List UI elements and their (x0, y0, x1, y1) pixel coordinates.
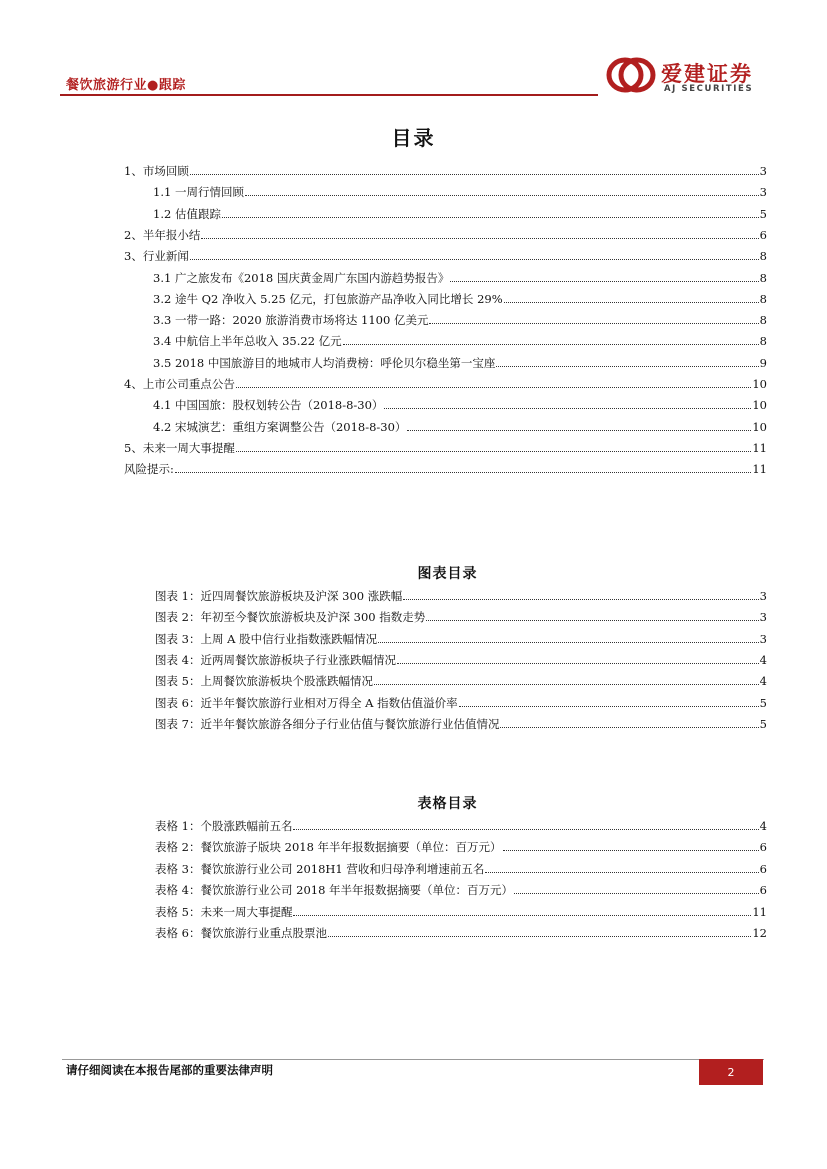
toc-dot-leader (293, 829, 758, 830)
toc-dot-leader (293, 915, 751, 916)
toc-entry-page: 5 (759, 695, 767, 710)
toc-entry-label: 3、行业新闻 (124, 249, 189, 264)
toc-entry-page: 3 (759, 610, 767, 625)
toc-dot-leader (504, 302, 759, 303)
toc-entry[interactable] (153, 265, 767, 285)
toc-entry[interactable] (153, 286, 767, 306)
toc-entry[interactable] (153, 350, 767, 370)
toc-dot-leader (384, 408, 751, 409)
toc-entry-page: 5 (759, 206, 767, 221)
legal-disclaimer-notice: 请仔细阅读在本报告尾部的重要法律声明 (66, 1063, 273, 1077)
toc-entry-page: 10 (752, 419, 767, 434)
toc-entry-page: 3 (759, 589, 767, 603)
toc-entry-page: 12 (752, 926, 767, 940)
toc-entry[interactable] (155, 711, 767, 731)
toc-entry-label: 图表 2：年初至今餐饮旅游板块及沪深 300 指数走势 (155, 610, 426, 625)
toc-entry-label: 4、上市公司重点公告 (124, 377, 235, 391)
toc-dot-leader (190, 259, 759, 260)
toc-entry-label: 图表 6：近半年餐饮旅游行业相对万得全 A 指数估值溢价率 (155, 695, 458, 710)
toc-dot-leader (426, 620, 758, 621)
toc-entry-label: 图表 3：上周 A 股中信行业指数涨跌幅情况 (155, 631, 378, 646)
toc-dot-leader (201, 238, 758, 239)
toc-entry-label: 3.4 中航信上半年总收入 35.22 亿元 (153, 334, 342, 349)
toc-entry-label: 表格 1：个股涨跌幅前五名 (155, 819, 293, 833)
toc-entry-label: 风险提示: (124, 462, 174, 477)
toc-entry-page: 11 (752, 440, 767, 455)
toc-entry-page: 4 (759, 674, 767, 689)
toc-entry-label: 4.2 宋城演艺：重组方案调整公告（2018-8-30） (153, 419, 407, 434)
toc-entry-page: 6 (759, 861, 767, 876)
toc-entry-page: 3 (759, 631, 767, 646)
toc-dot-leader (496, 366, 758, 367)
toc-dot-leader (222, 217, 759, 218)
toc-entry-label: 3.3 一带一路：2020 旅游消费市场将达 1100 亿美元 (153, 313, 429, 328)
toc-dot-leader (245, 195, 759, 196)
toc-entry-page: 5 (759, 716, 767, 731)
toc-dot-leader (503, 850, 759, 851)
toc-entry-label: 1、市场回顾 (124, 164, 189, 178)
toc-entry[interactable] (155, 920, 767, 940)
toc-entry[interactable] (153, 414, 767, 434)
toc-dot-leader (190, 174, 759, 175)
toc-entry-page: 9 (759, 355, 767, 370)
toc-entry[interactable] (124, 243, 767, 263)
toc-entry[interactable] (155, 604, 767, 624)
toc-entry-label: 4.1 中国国旅：股权划转公告（2018-8-30） (153, 398, 384, 413)
toc-entry-label: 1.1 一周行情回顾 (153, 185, 244, 200)
toc-entry-label: 3.1 广之旅发布《2018 国庆黄金周广东国内游趋势报告》 (153, 270, 450, 285)
toc-title: 目录 (391, 126, 436, 150)
figure-list-title: 图表目录 (417, 566, 478, 582)
toc-entry-page: 8 (759, 291, 767, 306)
toc-entry-page: 3 (759, 164, 767, 178)
toc-entry[interactable] (155, 583, 767, 603)
toc-entry-page: 10 (752, 377, 767, 391)
toc-entry-page: 6 (759, 227, 767, 242)
toc-entry[interactable] (155, 690, 767, 710)
table-list-title: 表格目录 (417, 796, 478, 812)
toc-entry[interactable] (124, 158, 767, 178)
logo-chinese-name: 爱建证券 (661, 62, 753, 86)
toc-dot-leader (450, 281, 758, 282)
toc-entry-page: 3 (759, 185, 767, 200)
toc-entry-page: 4 (759, 819, 767, 833)
aj-securities-logo-icon (606, 56, 656, 94)
toc-entry-label: 表格 6：餐饮旅游行业重点股票池 (155, 926, 327, 940)
toc-entry-label: 表格 3：餐饮旅游行业公司 2018H1 营收和归母净利增速前五名 (155, 861, 485, 876)
toc-entry[interactable] (124, 456, 767, 476)
toc-dot-leader (374, 684, 759, 685)
logo-english-name: AJ SECURITIES (664, 84, 754, 94)
toc-dot-leader (403, 599, 758, 600)
toc-dot-leader (429, 323, 758, 324)
toc-entry[interactable] (153, 307, 767, 327)
toc-entry-page: 11 (752, 462, 767, 477)
toc-entry-label: 表格 4：餐饮旅游行业公司 2018 年半年报数据摘要（单位：百万元） (155, 883, 514, 898)
toc-entry-page: 8 (759, 249, 767, 264)
toc-dot-leader (343, 344, 759, 345)
toc-entry-page: 6 (759, 883, 767, 898)
toc-entry[interactable] (155, 877, 767, 897)
toc-entry-label: 图表 1：近四周餐饮旅游板块及沪深 300 涨跌幅 (155, 589, 403, 603)
toc-entry-page: 8 (759, 270, 767, 285)
toc-dot-leader (328, 936, 751, 937)
toc-entry[interactable] (155, 813, 767, 833)
toc-entry[interactable] (155, 899, 767, 919)
toc-entry-label: 1.2 估值跟踪 (153, 206, 221, 221)
toc-entry[interactable] (153, 201, 767, 221)
toc-dot-leader (485, 872, 758, 873)
toc-entry-label: 3.2 途牛 Q2 净收入 5.25 亿元，打包旅游产品净收入同比增长 29% (153, 291, 503, 306)
toc-dot-leader (378, 642, 759, 643)
toc-dot-leader (236, 387, 752, 388)
toc-dot-leader (236, 451, 752, 452)
toc-entry-label: 图表 4：近两周餐饮旅游板块子行业涨跌幅情况 (155, 652, 396, 667)
toc-entry-label: 表格 2：餐饮旅游子版块 2018 年半年报数据摘要（单位：百万元） (155, 840, 502, 855)
toc-dot-leader (397, 663, 759, 664)
toc-entry[interactable] (155, 626, 767, 646)
toc-dot-leader (514, 893, 759, 894)
toc-entry-page: 10 (752, 398, 767, 413)
footer-divider (62, 1059, 764, 1060)
toc-entry[interactable] (155, 647, 767, 667)
toc-dot-leader (459, 706, 759, 707)
toc-dot-leader (407, 430, 751, 431)
toc-entry-page: 4 (759, 652, 767, 667)
header-divider (60, 94, 598, 96)
toc-entry-label: 图表 5：上周餐饮旅游板块个股涨跌幅情况 (155, 674, 373, 689)
page-number: 2 (699, 1059, 763, 1085)
toc-entry-label: 3.5 2018 中国旅游目的地城市人均消费榜：呼伦贝尔稳坐第一宝座 (153, 355, 496, 370)
toc-entry-page: 11 (752, 904, 767, 919)
toc-entry-label: 图表 7：近半年餐饮旅游各细分子行业估值与餐饮旅游行业估值情况 (155, 716, 500, 731)
toc-dot-leader (500, 727, 758, 728)
toc-entry-page: 6 (759, 840, 767, 855)
toc-entry[interactable] (155, 856, 767, 876)
toc-entry-label: 5、未来一周大事提醒 (124, 440, 235, 455)
toc-dot-leader (175, 472, 751, 473)
company-logo (606, 56, 776, 98)
report-category-title: 餐饮旅游行业●跟踪 (66, 78, 186, 93)
toc-entry[interactable] (155, 668, 767, 688)
toc-entry[interactable] (153, 392, 767, 412)
toc-entry-page: 8 (759, 313, 767, 328)
toc-entry[interactable] (155, 834, 767, 854)
toc-entry[interactable] (124, 371, 767, 391)
toc-entry-page: 8 (759, 334, 767, 349)
toc-entry[interactable] (153, 328, 767, 348)
toc-entry-label: 2、半年报小结 (124, 227, 201, 242)
toc-entry-label: 表格 5：未来一周大事提醒 (155, 904, 293, 919)
toc-entry[interactable] (153, 179, 767, 199)
toc-entry[interactable] (124, 435, 767, 455)
toc-entry[interactable] (124, 222, 767, 242)
